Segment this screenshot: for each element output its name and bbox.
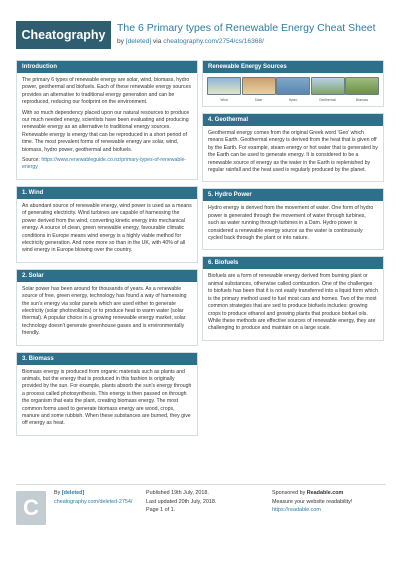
byline bbox=[117, 38, 264, 45]
source-label: Source: bbox=[22, 157, 40, 164]
solar-card bbox=[16, 269, 198, 346]
right-column bbox=[202, 60, 384, 347]
geothermal-image bbox=[311, 77, 345, 95]
biofuels-heading: 6. Biofuels bbox=[203, 257, 383, 269]
wind-card bbox=[16, 186, 198, 263]
introduction-card bbox=[16, 60, 198, 180]
cheatography-logo[interactable]: Cheatography bbox=[16, 21, 111, 49]
hydro-image bbox=[276, 77, 310, 95]
left-column bbox=[16, 60, 198, 442]
introduction-paragraph-1: The primary 6 types of renewable energy are solar, wind, biomass, hydro power, geothermal and biofuels. Each of these renewable energy sources provides an alternative to traditional energy generation and can be reproduced, reducing our footprint on the environment. bbox=[22, 77, 191, 106]
introduction-paragraph-2: With so much dependency placed upon our natural resources to produce our much needed energy, scientists have been evaluating and producing renewable energy as an alternative to traditional energy sources. Renewable energy is energy that can be reproduced in a short period of time. The most prevalent forms of renewable energy are solar, wind, biomass, hydro power, geothermal and biofuels. bbox=[22, 109, 190, 153]
footer-profile-link[interactable]: cheatography.com/deleted-2754/ bbox=[54, 498, 133, 505]
footer-by: By bbox=[54, 490, 61, 496]
image-label: Geothermal bbox=[319, 98, 336, 102]
byline-by: by bbox=[117, 38, 124, 45]
wind-paragraph: An abundant source of renewable energy, wind power is used as a means of generating electricity. Wind turbines are capable of harnessing the power derived from the wind, converting kinetic energy into mechanical energy. A source of clean, green renewable energy, favourable climatic conditions in Europe means wind energy is a highly viable method for electricity generation. And none more so than in the UK, with 40% of all wind energy in Europe blowing over the country. bbox=[22, 202, 192, 254]
sources-heading: Renewable Energy Sources bbox=[203, 61, 383, 73]
footer-author-link[interactable]: [deleted] bbox=[61, 490, 85, 496]
page-count: Page 1 of 1. bbox=[146, 507, 176, 514]
image-label: Hydro bbox=[288, 98, 298, 102]
biomass-heading: 3. Biomass bbox=[17, 353, 197, 365]
biomass-card bbox=[16, 352, 198, 436]
wind-image bbox=[207, 77, 241, 95]
geothermal-paragraph: Geothermal energy comes from the original Greek word 'Geo' which means Earth. Geothermal energy is derived from the heat that is given off by the Earth. For example, steam energy or hot water that is generated by the Earth can be used to generate energy. It is considered to be a renewable source of energy as the water in the Earth is replenished by regular rainfall and the heat used is regularly produced by the planet. bbox=[208, 130, 378, 174]
introduction-source bbox=[22, 157, 192, 172]
updated-date: Last updated 20th July, 2018. bbox=[146, 498, 217, 505]
biofuels-paragraph: Biofuels are a form of renewable energy derived from burning plant or animal substances, otherwise called combustion. One of the challenges to biofuels has been that it is not easily transferred into a liquid form which is the primary method used to fuel most cars and homes. Two of the most common strategies that are sed to produce biofuels includes: growing crops to produce ethanol and growing plants that produce biofuel oils. While these methods are effective sources of renewable energy, they are challenging to produce and maintain on a large scale. bbox=[208, 273, 378, 332]
introduction-heading: Introduction bbox=[17, 61, 197, 73]
image-label: Wind bbox=[220, 98, 228, 102]
geothermal-card bbox=[202, 113, 384, 182]
footer-sponsor-block bbox=[272, 489, 390, 515]
sponsor-label: Sponsored by bbox=[272, 490, 306, 496]
sponsor-name[interactable]: Readable.com bbox=[306, 490, 344, 496]
solar-image bbox=[242, 77, 276, 95]
image-label: Biomass bbox=[355, 98, 369, 102]
footer-author-block bbox=[54, 489, 134, 506]
image-label: Solar bbox=[254, 98, 263, 102]
sheet-url-link[interactable]: cheatography.com/2754/cs/16368/ bbox=[163, 38, 264, 45]
biomass-paragraph: Biomass energy is produced from organic materials such as plants and animals, but the energy that is produced in this fashion is originally provided by the sun. For example, plants absorb the sun's energy through a process called photosynthesis. This energy is then passed on through the organism that eats the plant, creating biomass energy. The most common forms used to generate biomass energy are wood, crops, manure and some rubbish. When these substances are burned, they give off energy as heat. bbox=[22, 368, 192, 427]
biofuels-card bbox=[202, 256, 384, 340]
page-footer bbox=[16, 484, 386, 549]
solar-heading: 2. Solar bbox=[17, 270, 197, 282]
page-title: The 6 Primary types of Renewable Energy Cheat Sheet bbox=[117, 22, 376, 34]
energy-sources-image bbox=[203, 73, 383, 98]
wind-heading: 1. Wind bbox=[17, 187, 197, 199]
author-link[interactable]: [deleted] bbox=[125, 38, 152, 45]
author-avatar[interactable]: C bbox=[16, 491, 46, 525]
hydro-card bbox=[202, 188, 384, 250]
sponsor-tagline: Measure your website readability! bbox=[272, 498, 353, 505]
published-date: Published 19th July, 2018. bbox=[146, 490, 209, 496]
hydro-paragraph: Hydro energy is derived from the movement of water. One form of hydro power is generated through the movement of water through turbines, such as water running through turbines in a Dam. Hydro power is considered a renewable energy source as the water is continuously cycled back through the plant or into nature. bbox=[208, 205, 374, 242]
source-link[interactable]: https://www.renewableguide.co.nz/primary-types-of-renewable-energy bbox=[22, 157, 187, 171]
energy-image-labels bbox=[203, 98, 383, 106]
byline-via: via bbox=[152, 38, 162, 45]
geothermal-heading: 4. Geothermal bbox=[203, 114, 383, 126]
hydro-heading: 5. Hydro Power bbox=[203, 189, 383, 201]
footer-dates-block bbox=[146, 489, 246, 515]
sponsor-link[interactable]: https://readable.com bbox=[272, 507, 321, 514]
biomass-image bbox=[345, 77, 379, 95]
sources-card bbox=[202, 60, 384, 107]
solar-paragraph: Solar power has been around for thousands of years. As a renewable source of free, green energy, technology has found a way of harnessing the sun's energy via solar panels which are used either to generate electricity (solar photovoltaics) or to produce heat to warm water (solar thermal). A popular choice in a growing renewable energy market, solar technology doesn't generate greenhouse gases and is environmentally friendly. bbox=[22, 285, 187, 337]
